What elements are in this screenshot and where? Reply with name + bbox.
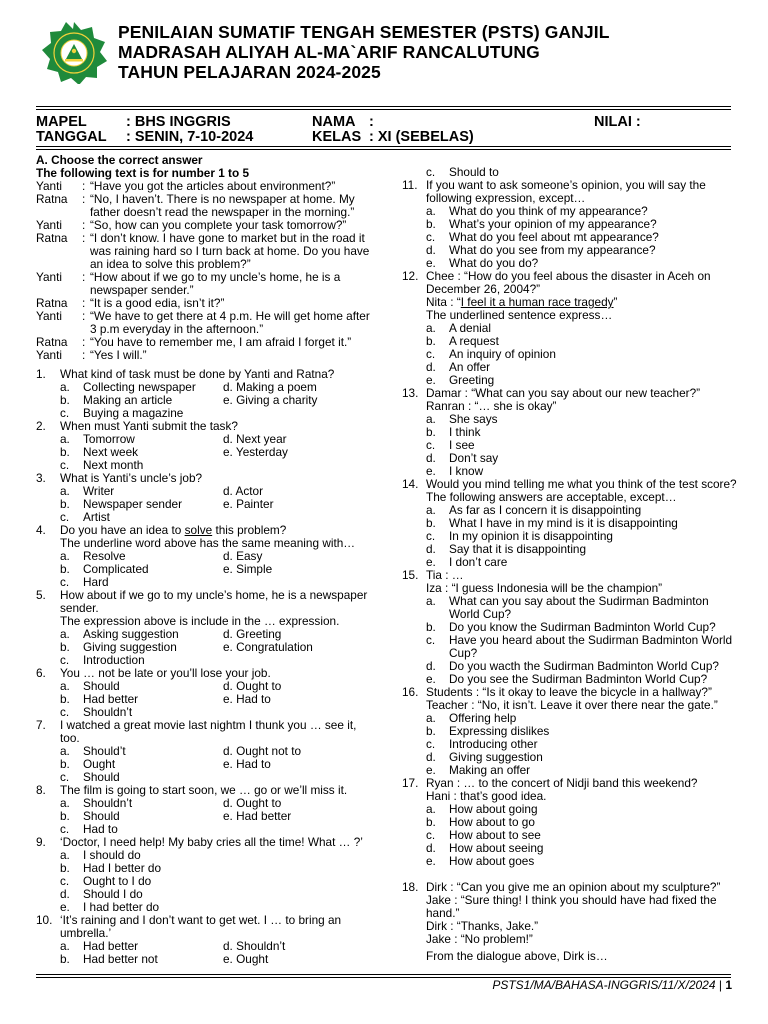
option-d: Giving suggestion xyxy=(449,750,543,764)
option-e: e. Yesterday xyxy=(223,445,288,459)
option-d: d. Actor xyxy=(223,484,263,498)
option-a: Resolve xyxy=(83,549,126,563)
option-b: Had I better do xyxy=(83,861,162,875)
option-c: Have you heard about the Sudirman Badminton World Cup? xyxy=(449,633,733,660)
divider xyxy=(36,146,731,147)
question-18: 18. Dirk : “Can you give me an opinion about my sculpture?” Jake : “Sure thing! I think you should have had fixed the hand.” Dirk : “Thanks, Jake.” Jake : “No problem!” From the dialogue above, Dirk is… xyxy=(402,880,721,963)
option-a: How about going xyxy=(449,802,538,816)
option-a: What do you think of my appearance? xyxy=(449,204,648,218)
kelas-value: : XI (SEBELAS) xyxy=(369,129,474,145)
option-b: Ought xyxy=(83,757,116,771)
option-d: d. Greeting xyxy=(223,627,282,641)
dialogue-line: Yanti : “So, how can you complete your task tomorrow?” xyxy=(36,218,347,232)
option-e: e. Giving a charity xyxy=(223,393,318,407)
mapel-value: : BHS INGGRIS xyxy=(126,114,231,130)
option-d: Do you wacth the Sudirman Badminton World Cup? xyxy=(449,659,719,673)
divider xyxy=(36,974,731,975)
option-a: A denial xyxy=(449,321,491,335)
option-c: Had to xyxy=(83,822,118,836)
option-a: Asking suggestion xyxy=(83,627,179,641)
option-a: Offering help xyxy=(449,711,517,725)
dialogue-line: Yanti : “Have you got the articles about environment?” xyxy=(36,179,336,193)
option-c: Next month xyxy=(83,458,144,472)
option-e: e. Had to xyxy=(223,757,271,771)
option-b: Expressing dislikes xyxy=(449,724,550,738)
dialogue-line: Yanti : “Yes I will.” xyxy=(36,348,147,362)
option-a: She says xyxy=(449,412,498,426)
option-b: Complicated xyxy=(83,562,149,576)
underlined-word: solve xyxy=(184,523,213,537)
section-title: A. Choose the correct answer xyxy=(36,153,203,167)
question-10: 10. ‘It’s raining and I don’t want to get wet. I … to bring an umbrella.’ a. Had better d. Shouldn’t b. Had better not e. Ought xyxy=(36,914,371,966)
option-b: Had better xyxy=(83,692,139,706)
option-d: How about seeing xyxy=(449,841,544,855)
question-2: 2. When must Yanti submit the task? a. Tomorrow d. Next year b. Next week e. Yesterday c. Next month xyxy=(36,420,371,472)
question-8: 8. The film is going to start soon, we … go or we’ll miss it. a. Shouldn’t d. Ought to b. Should e. Had better c. Had to xyxy=(36,784,371,836)
school-logo xyxy=(36,22,112,84)
option-b: I think xyxy=(449,425,481,439)
option-b: Giving suggestion xyxy=(83,640,177,654)
document-header xyxy=(36,22,736,86)
divider xyxy=(36,149,731,150)
option-b: What I have in my mind is it is disappointing xyxy=(449,516,678,530)
option-e: e. Had to xyxy=(223,692,271,706)
option-d: d. Easy xyxy=(223,549,263,563)
tanggal-label: TANGGAL xyxy=(36,129,107,145)
option-e: How about goes xyxy=(449,854,535,868)
nama-value: : xyxy=(369,114,374,130)
option-e: I don’t care xyxy=(449,555,508,569)
dialogue-line: Ratna : “I don’t know. I have gone to market but in the road it was raining hard so I turn back at home. Do you have an idea to solve this problem?” xyxy=(36,231,370,271)
option-c: In my opinion it is disappointing xyxy=(449,529,613,543)
option-a: I should do xyxy=(83,848,141,862)
mapel-label: MAPEL xyxy=(36,114,87,130)
option-d: d. Ought not to xyxy=(223,744,302,758)
question-15: 15. Tia : … Iza : “I guess Indonesia will be the champion” a. What can you say about the Sudirman Badminton World Cup? b. Do you know the Sudirman Badminton World Cup? c. Have you heard about the Sudirman Badminton World Cup? d. Do you wacth the Sudirman Badminton World Cup? e. Do you see the Sudirman Badminton World Cup? xyxy=(402,569,738,686)
option-b: Should xyxy=(83,809,120,823)
option-d: d. Making a poem xyxy=(223,380,317,394)
question-12: 12. Chee : “How do you feel abous the disaster in Aceh on December 26, 2004?” Nita : “I feel it a human race tragedy” The underlined sentence express… a. A denial b. A request c. An inquiry of opinion d. An offer e. Greeting xyxy=(402,270,738,387)
option-e: Making an offer xyxy=(449,763,531,777)
question-13: 13. Damar : “What can you say about our new teacher?” Ranran : “… she is okay” a. She says b. I think c. I see d. Don’t say e. I know xyxy=(402,387,738,478)
question-10-continued: c. Should to xyxy=(402,166,738,179)
option-a: As far as I concern it is disappointing xyxy=(449,503,642,517)
option-c: Shouldn’t xyxy=(83,705,133,719)
header-line-2: MADRASAH ALIYAH AL-MA`ARIF RANCALUTUNG xyxy=(118,42,540,62)
question-9: 9. ‘Doctor, I need help! My baby cries all the time! What … ?’ a. I should do b. Had I better do c. Ought to I do d. Should I do e. I had better do xyxy=(36,836,371,914)
option-c: Introduction xyxy=(83,653,145,667)
question-1: 1. What kind of task must be done by Yanti and Ratna? a. Collecting newspaper d. Making a poem b. Making an article e. Giving a charity c. Buying a magazine xyxy=(36,368,371,420)
header-line-3: TAHUN PELAJARAN 2024-2025 xyxy=(118,62,381,82)
dialogue-line: Ratna : “No, I haven’t. There is no newspaper at home. My father doesn’t read the newspaper in the morning.” xyxy=(36,192,355,219)
question-16: 16. Students : “Is it okay to leave the bicycle in a hallway?” Teacher : “No, it isn’t. Leave it over there near the gate.” a. Offering help b. Expressing dislikes c. Introducing other d. Giving suggestion e. Making an offer xyxy=(402,686,738,777)
option-c: What do you feel about mt appearance? xyxy=(449,230,659,244)
option-d: d. Ought to xyxy=(223,679,282,693)
option-a: Should’t xyxy=(83,744,126,758)
option-c: Should to xyxy=(449,165,499,179)
question-5: 5. How about if we go to my uncle’s home, he is a newspaper sender. The expression above is include in the … expression. a. Asking suggestion d. Greeting b. Giving suggestion e. Congratulation c. Introduction xyxy=(36,589,371,667)
option-a: What can you say about the Sudirman Badminton World Cup? xyxy=(449,594,709,621)
option-e: What do you do? xyxy=(449,256,539,270)
dialogue-line: Yanti : “We have to get there at 4 p.m. He will get home after 3 p.m everyday in the afternoon.” xyxy=(36,309,370,336)
option-b: Making an article xyxy=(83,393,173,407)
right-column xyxy=(402,166,738,963)
option-e: e. Had better xyxy=(223,809,292,823)
option-c: Hard xyxy=(83,575,109,589)
option-d: What do you see from my appearance? xyxy=(449,243,656,257)
option-e: e. Ought xyxy=(223,952,269,966)
page-footer: PSTS1/MA/BAHASA-INGGRIS/11/X/2024 | 1 xyxy=(492,978,732,992)
section-subtitle: The following text is for number 1 to 5 xyxy=(36,166,250,180)
option-d: Should I do xyxy=(83,887,143,901)
question-6: 6. You … not be late or you’ll lose your job. a. Should d. Ought to b. Had better e. Had to c. Shouldn’t xyxy=(36,667,371,719)
nilai-label: NILAI : xyxy=(594,114,641,130)
option-b: A request xyxy=(449,334,499,348)
question-7: 7. I watched a great movie last nightm I thunk you … see it, too. a. Should’t d. Ought not to b. Ought e. Had to c. Should xyxy=(36,719,371,784)
option-c: How about to see xyxy=(449,828,541,842)
dialogue-line: Ratna : “You have to remember me, I am afraid I forget it.” xyxy=(36,335,352,349)
question-11: 11. If you want to ask someone’s opinion, you will say the following expression, except… a. What do you think of my appearance? b. What’s your opinion of my appearance? c. What do you feel about mt appearance? d. What do you see from my appearance? e. What do you do? xyxy=(402,179,738,270)
option-c: Ought to I do xyxy=(83,874,152,888)
divider xyxy=(36,109,731,110)
option-e: e. Simple xyxy=(223,562,273,576)
option-d: Say that it is disappointing xyxy=(449,542,587,556)
dialogue-line: Ratna : “It is a good edia, isn’t it?” xyxy=(36,296,225,310)
option-b: Do you know the Sudirman Badminton World Cup? xyxy=(449,620,716,634)
nama-label: NAMA xyxy=(312,114,356,130)
header-line-1: PENILAIAN SUMATIF TENGAH SEMESTER (PSTS) GANJIL xyxy=(118,22,610,42)
option-b: How about to go xyxy=(449,815,535,829)
option-c: An inquiry of opinion xyxy=(449,347,556,361)
option-a: Collecting newspaper xyxy=(83,380,196,394)
document-code: PSTS1/MA/BAHASA-INGGRIS/11/X/2024 xyxy=(492,978,716,992)
option-c: Should xyxy=(83,770,120,784)
question-17: 17. Ryan : … to the concert of Nidji band this weekend? Hani : that’s good idea. a. How about going b. How about to go c. How about to see d. How about seeing e. How about goes xyxy=(402,777,738,868)
dialogue-line: Yanti : “How about if we go to my uncle’s home, he is a newspaper sender.” xyxy=(36,270,341,297)
option-e: I had better do xyxy=(83,900,160,914)
left-column xyxy=(36,154,371,966)
question-4: 4. Do you have an idea to solve this problem? The underline word above has the same meaning with… a. Resolve d. Easy b. Complicated e. Simple c. Hard xyxy=(36,524,371,589)
option-e: I know xyxy=(449,464,484,478)
underlined-sentence: I feel it a human race tragedy xyxy=(460,295,614,309)
question-14: 14. Would you mind telling me what you think of the test score? The following answers are acceptable, except… a. As far as I concern it is disappointing b. What I have in my mind is it is disappointing c. In my opinion it is disappointing d. Say that it is disappointing e. I don’t care xyxy=(402,477,737,569)
option-d: An offer xyxy=(449,360,491,374)
option-e: Greeting xyxy=(449,373,495,387)
kelas-label: KELAS xyxy=(312,129,362,145)
option-d: d. Shouldn’t xyxy=(223,939,286,953)
option-b: Newspaper sender xyxy=(83,497,183,511)
option-c: I see xyxy=(449,438,475,452)
option-c: Buying a magazine xyxy=(83,406,184,420)
option-b: Had better not xyxy=(83,952,158,966)
option-a: Should xyxy=(83,679,120,693)
dialogue xyxy=(36,180,371,362)
option-b: What’s your opinion of my appearance? xyxy=(449,217,657,231)
option-d: d. Next year xyxy=(223,432,287,446)
option-e: e. Congratulation xyxy=(223,640,313,654)
option-d: Don’t say xyxy=(449,451,499,465)
option-a: Tomorrow xyxy=(83,432,135,446)
divider xyxy=(36,106,731,107)
option-e: Do you see the Sudirman Badminton World Cup? xyxy=(449,672,708,686)
option-c: Introducing other xyxy=(449,737,538,751)
tanggal-value: : SENIN, 7-10-2024 xyxy=(126,129,254,145)
option-b: Next week xyxy=(83,445,139,459)
option-c: Artist xyxy=(83,510,110,524)
option-a: Shouldn’t xyxy=(83,796,133,810)
page-number: 1 xyxy=(725,978,732,992)
option-e: e. Painter xyxy=(223,497,274,511)
question-3: 3. What is Yanti’s uncle’s job? a. Writer d. Actor b. Newspaper sender e. Painter c. Artist xyxy=(36,472,371,524)
option-a: Had better xyxy=(83,939,139,953)
option-a: Writer xyxy=(83,484,115,498)
option-d: d. Ought to xyxy=(223,796,282,810)
